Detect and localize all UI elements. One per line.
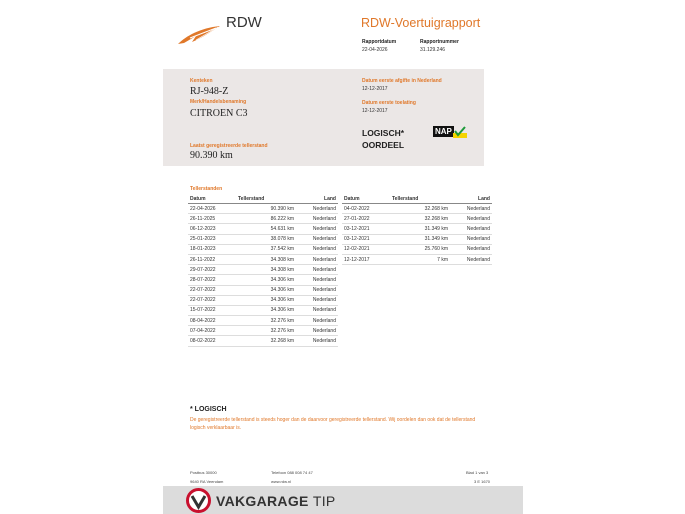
- cell-datum: 04-02-2022: [342, 204, 390, 214]
- col-tellerstand: Tellerstand: [236, 195, 296, 204]
- table-row: [188, 275, 338, 285]
- table-row: [188, 336, 338, 346]
- table-row: [188, 244, 338, 254]
- cell-tellerstand: 32.268 km: [236, 336, 296, 346]
- cell-land: Nederland: [296, 275, 338, 285]
- table-row: [342, 254, 492, 264]
- table-row: [188, 254, 338, 264]
- cell-land: Nederland: [296, 336, 338, 346]
- footer-address: 9640 RA Veendam: [190, 479, 224, 484]
- banner-tag: TIP: [312, 493, 336, 509]
- cell-tellerstand: 54.631 km: [236, 224, 296, 234]
- merk-label: Merk/Handelsbenaming: [190, 99, 247, 105]
- oordeel-line2: OORDEEL: [362, 140, 405, 150]
- cell-tellerstand: 38.078 km: [236, 234, 296, 244]
- cell-land: Nederland: [450, 214, 492, 224]
- cell-datum: 26-11-2025: [188, 214, 236, 224]
- cell-tellerstand: 7 km: [390, 254, 450, 264]
- tellerstanden-title: Tellerstanden: [190, 186, 223, 192]
- cell-land: Nederland: [450, 204, 492, 214]
- cell-land: Nederland: [450, 234, 492, 244]
- afgifte-value: 12-12-2017: [362, 86, 388, 92]
- cell-datum: 22-07-2022: [188, 285, 236, 295]
- table-row: [188, 295, 338, 305]
- col-tellerstand: Tellerstand: [390, 195, 450, 204]
- cell-land: Nederland: [296, 265, 338, 275]
- note-title: * LOGISCH: [190, 406, 227, 413]
- nap-checkmark-icon: [453, 125, 467, 139]
- col-datum: Datum: [188, 195, 236, 204]
- table-row: [188, 305, 338, 315]
- cell-datum: 22-07-2022: [188, 295, 236, 305]
- footer-postbus: Postbus 30000: [190, 470, 217, 475]
- cell-datum: 25-01-2023: [188, 234, 236, 244]
- table-row: [342, 244, 492, 254]
- table-row: [188, 214, 338, 224]
- cell-land: Nederland: [296, 244, 338, 254]
- cell-land: Nederland: [296, 214, 338, 224]
- cell-tellerstand: 32.268 km: [390, 204, 450, 214]
- cell-datum: 27-01-2022: [342, 214, 390, 224]
- tellerstanden-table-right: [342, 195, 492, 265]
- col-land: Land: [296, 195, 338, 204]
- cell-land: Nederland: [450, 244, 492, 254]
- cell-land: Nederland: [296, 234, 338, 244]
- cell-datum: 15-07-2022: [188, 305, 236, 315]
- table-row: [342, 204, 492, 214]
- cell-tellerstand: 34.306 km: [236, 295, 296, 305]
- cell-land: Nederland: [296, 326, 338, 336]
- table-row: [188, 234, 338, 244]
- merk-value: CITROEN C3: [190, 108, 248, 119]
- cell-tellerstand: 34.306 km: [236, 305, 296, 315]
- footer-code: 3 E 1670: [474, 479, 491, 484]
- table-row: [342, 214, 492, 224]
- cell-tellerstand: 31.349 km: [390, 224, 450, 234]
- cell-land: Nederland: [450, 224, 492, 234]
- cell-tellerstand: 37.542 km: [236, 244, 296, 254]
- cell-datum: 06-12-2023: [188, 224, 236, 234]
- cell-tellerstand: 34.306 km: [236, 285, 296, 295]
- cell-tellerstand: 90.390 km: [236, 204, 296, 214]
- col-datum: Datum: [342, 195, 390, 204]
- kenteken-value: RJ-948-Z: [190, 86, 229, 97]
- cell-land: Nederland: [296, 204, 338, 214]
- cell-tellerstand: 32.276 km: [236, 326, 296, 336]
- vakgarage-logo-icon: [186, 488, 211, 513]
- cell-land: Nederland: [296, 295, 338, 305]
- cell-datum: 29-07-2022: [188, 265, 236, 275]
- note-text: De geregistreerde tellerstand is steeds hoger dan de daarvoor geregistreerde tellerstand. Wij oordelen dan ook dat de tellerstand logisch verklaarbaar is.: [190, 417, 476, 431]
- cell-tellerstand: 32.268 km: [390, 214, 450, 224]
- brand-name: RDW: [226, 14, 262, 31]
- cell-land: Nederland: [296, 316, 338, 326]
- cell-tellerstand: 34.306 km: [236, 275, 296, 285]
- rapportdatum-value: 22-04-2026: [362, 47, 388, 53]
- footer-blad: Blad 1 van 3: [466, 470, 489, 475]
- tellerstanden-table-left: [188, 195, 338, 347]
- footer-website: www.rdw.nl: [271, 479, 292, 484]
- rapportnummer-value: 31.129.246: [420, 47, 446, 53]
- cell-datum: 08-04-2022: [188, 316, 236, 326]
- cell-land: Nederland: [450, 254, 492, 264]
- cell-datum: 12-12-2017: [342, 254, 390, 264]
- cell-datum: 12-02-2021: [342, 244, 390, 254]
- toelating-label: Datum eerste toelating: [362, 100, 416, 106]
- banner-brand: VAKGARAGE TIP: [216, 493, 336, 509]
- cell-land: Nederland: [296, 254, 338, 264]
- cell-tellerstand: 34.308 km: [236, 254, 296, 264]
- table-row: [188, 285, 338, 295]
- rapportnummer-label: Rapportnummer: [420, 39, 459, 45]
- cell-tellerstand: 32.276 km: [236, 316, 296, 326]
- table-row: [188, 326, 338, 336]
- cell-datum: 03-12-2021: [342, 224, 390, 234]
- tellerstand-value: 90.390 km: [190, 150, 233, 161]
- cell-land: Nederland: [296, 224, 338, 234]
- table-row: [342, 224, 492, 234]
- cell-datum: 18-01-2023: [188, 244, 236, 254]
- cell-land: Nederland: [296, 305, 338, 315]
- cell-datum: 07-04-2022: [188, 326, 236, 336]
- report-title: RDW-Voertuigrapport: [361, 16, 481, 30]
- cell-tellerstand: 86.222 km: [236, 214, 296, 224]
- tellerstand-label: Laatst geregistreerde tellerstand: [190, 143, 268, 149]
- cell-datum: 26-11-2022: [188, 254, 236, 264]
- cell-tellerstand: 31.349 km: [390, 234, 450, 244]
- cell-tellerstand: 25.760 km: [390, 244, 450, 254]
- table-row: [188, 224, 338, 234]
- nap-logo: NAP: [435, 127, 452, 136]
- cell-datum: 03-12-2021: [342, 234, 390, 244]
- cell-datum: 28-07-2022: [188, 275, 236, 285]
- rdw-logo-icon: [176, 24, 222, 46]
- kenteken-label: Kenteken: [190, 78, 213, 84]
- toelating-value: 12-12-2017: [362, 108, 388, 114]
- rapportdatum-label: Rapportdatum: [362, 39, 397, 45]
- table-row: [342, 234, 492, 244]
- oordeel-line1: LOGISCH*: [362, 128, 405, 138]
- cell-datum: 08-02-2022: [188, 336, 236, 346]
- col-land: Land: [450, 195, 492, 204]
- cell-land: Nederland: [296, 285, 338, 295]
- table-row: [188, 316, 338, 326]
- afgifte-label: Datum eerste afgifte in Nederland: [362, 78, 442, 84]
- cell-tellerstand: 34.308 km: [236, 265, 296, 275]
- footer-telefoon: Telefoon 088 008 74 47: [271, 470, 313, 475]
- table-row: [188, 265, 338, 275]
- table-row: [188, 204, 338, 214]
- cell-datum: 22-04-2026: [188, 204, 236, 214]
